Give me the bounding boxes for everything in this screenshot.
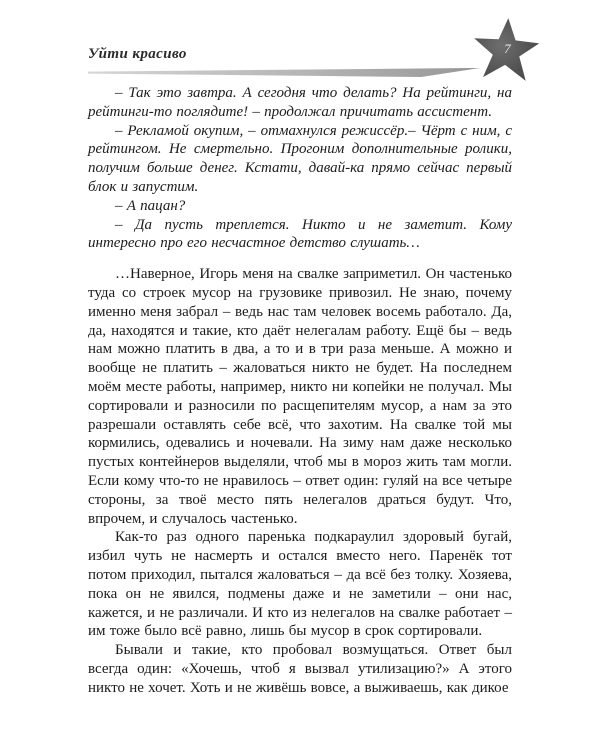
dialogue-paragraph: – Да пусть треплется. Никто и не заметит. Кому интересно про его несчастное детство слушать… xyxy=(88,216,512,252)
narration-paragraph: Бывали и такие, кто пробовал возмущаться. Ответ был всегда один: «Хочешь, чтоб я вызвал утилизацию?» А этого никто не хочет. Хоть и не живёшь вовсе, а выживаешь, как дикое xyxy=(88,642,512,696)
page-number: 7 xyxy=(504,41,511,57)
running-title: Уйти красиво xyxy=(88,46,187,62)
page-text-column xyxy=(88,84,512,698)
dialogue-paragraph: – А пацан? xyxy=(115,197,186,214)
page-number-badge xyxy=(472,18,540,84)
narration-paragraph: Как-то раз одного паренька подкараулил здоровый бугай, избил чуть не насмерть и остался вместо него. Паренёк тот потом приходил, пытался жаловаться – да всё без толку. Хозяева, пока он не явился, подмены даже и не заметили – они нас, кажется, и не различали. И кто из нелегалов на свалке работает – им тоже было всё равно, лишь бы мусор в срок сортировали. xyxy=(88,529,512,640)
narration-paragraph: …Наверное, Игорь меня на свалке заприметил. Он частенько туда со строек мусор на грузовике привозил. Не знаю, почему именно меня забрал – ведь нас там человек восемь работало. Да, да, находятся и такие, кто даёт нелегалам работу. Ещё бы – ведь нам можно платить в два, а то и в три раза меньше. А можно и вообще не платить – жаловаться никто не будет. На последнем моём месте работы, например, никто ни копейки не получал. Мы сортировали и разносили по расщепителям мусор, а нам за это разрешали оставлять себе всё, что захотим. На свалке той мы кормились, одевались и ночевали. На зиму нам даже несколько пустых контейнеров выделяли, чтоб мы в мороз жить там могли. Если кому что-то не нравилось – ответ один: гуляй на все четыре стороны, за твоё место пять нелегалов драться будут. Что, впрочем, и случалось частенько. xyxy=(88,266,512,527)
dialogue-paragraph: – Так это завтра. А сегодня что делать? На рейтинги, на рейтинги-то поглядите! – продолжал причитать ассистент. xyxy=(88,85,512,120)
header-rule-decoration xyxy=(88,68,480,77)
dialogue-paragraph: – Рекламой окупим, – отмахнулся режиссёр.– Чёрт с ним, с рейтингом. Не смертельно. Прогоним дополнительные ролики, получим больше денег. Кстати, давай-ка прямо сейчас первый блок и запустим. xyxy=(88,122,512,195)
